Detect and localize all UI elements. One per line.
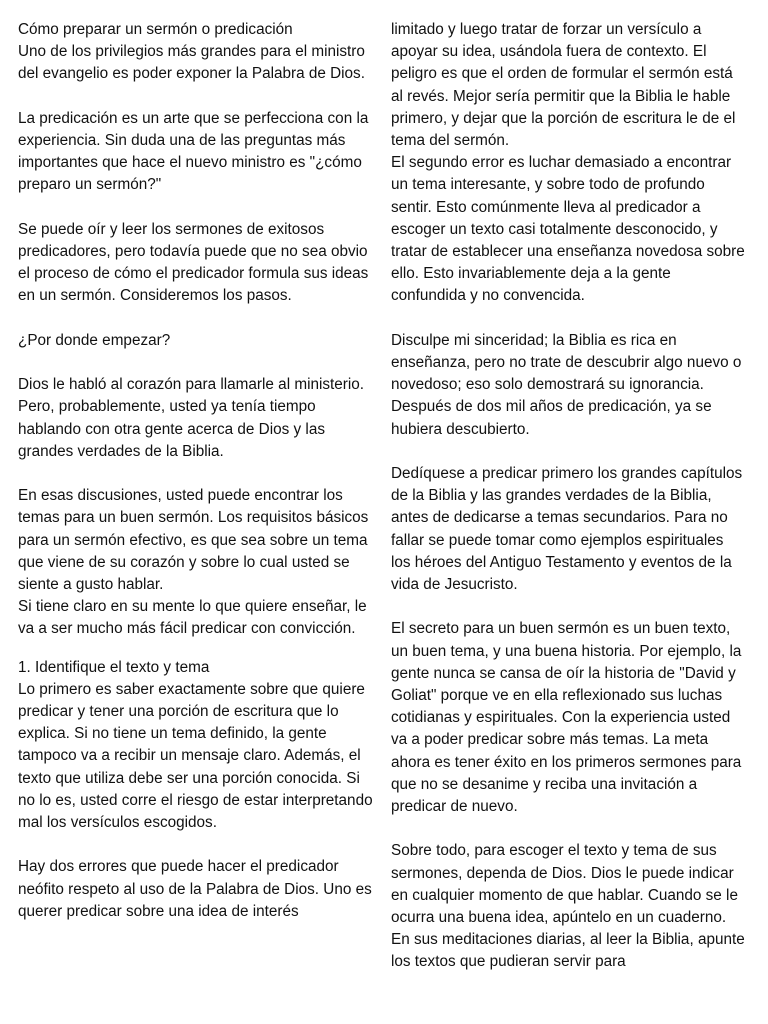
paragraph-limited-interest: limitado y luego tratar de forzar un versículo a apoyar su idea, usándola fuera de contexto. El peligro es que el orden de formular el sermón está al revés. Mejor sería permitir que la Biblia le hable primero, y dejar que la porción de escritura le de el tema del sermón. El segundo error es luchar demasiado a encontrar un tema interesante, y sobre todo de profundo sentir. Esto comúnmente lleva al predicador a escoger un texto casi totalmente desconocido, y tratar de establecer una enseñanza novedosa sobre ello. Esto invariablemente deja a la gente confundida y no convencida. [391,21,745,305]
paragraph-two-errors: Hay dos errores que puede hacer el predicador neófito respeto al uso de la Palabra de Dios. Uno es querer predicar sobre una idea de interés [18,858,372,920]
paragraph-depend-on-god: Sobre todo, para escoger el texto y tema de sus sermones, dependa de Dios. Dios le puede indicar en cualquier momento de que hablar. Cuando se le ocurra una buena idea, apúntelo en un cuaderno. En sus meditaciones diarias, al leer la Biblia, apunte los textos que pudieran servir para [391,842,745,971]
paragraph-discussions: En esas discusiones, usted puede encontrar los temas para un buen sermón. Los requisitos básicos para un sermón efectivo, es que sea sobre un tema que viene de su corazón y sobre lo cual usted se siente a gusto hablar. Si tiene claro en su mente lo que quiere enseñar, le va a ser mucho más fácil predicar con convicción. [18,487,369,638]
paragraph-god-spoke: Dios le habló al corazón para llamarle al ministerio. Pero, probablemente, usted ya tenía tiempo hablando con otra gente acerca de Dios y las grandes verdades de la Biblia. [18,376,365,460]
paragraph-identify-text: 1. Identifique el texto y tema Lo primero es saber exactamente sobre que quiere predicar y tener una porción de escritura que lo explica. Si no tiene un tema definido, la gente tampoco va a recibir un mensaje claro. Además, el texto que utiliza debe ser una porción conocida. Si no lo es, usted corre el riesgo de estar interpretando mal los versículos escogidos. [18,658,373,832]
paragraph-where-to-start: ¿Por donde empezar? [18,331,171,349]
paragraph-sincerity: Disculpe mi sinceridad; la Biblia es rica en enseñanza, pero no trate de descubrir algo nuevo o novedoso; eso solo demostrará su ignorancia. Después de dos mil años de predicación, ya se hubiera descubierto. [391,331,742,438]
paragraph-successful-preachers: Se puede oír y leer los sermones de exitosos predicadores, pero todavía puede que no sea obvio el proceso de cómo el predicador formula sus ideas en un sermón. Consideremos los pasos. [18,220,369,305]
left-column [18,19,374,923]
paragraph-title-intro: Cómo preparar un sermón o predicación Uno de los privilegios más grandes para el ministro del evangelio es poder exponer la Palabra de Dios. [18,21,365,83]
paragraph-good-sermon-secret: El secreto para un buen sermón es un buen texto, un buen tema, y una buena historia. Por ejemplo, la gente nunca se cansa de oír la historia de "David y Goliat" porque ve en ella reflexionado sus luchas cotidianas y espirituales. Con la experiencia usted va a poder predicar sobre más temas. La meta ahora es tener éxito en los primeros sermones para que no se desanime y reciba una invitación a predicar de nuevo. [391,620,742,816]
paragraph-preaching-art: La predicación es un arte que se perfecciona con la experiencia. Sin duda una de las preguntas más importantes que hace el nuevo ministro es "¿cómo preparo un sermón?" [18,109,369,194]
right-column [391,19,747,974]
paragraph-great-chapters: Dedíquese a predicar primero los grandes capítulos de la Biblia y las grandes verdades de la Biblia, antes de dedicarse a temas secundarios. Para no fallar se puede tomar como ejemplos espirituales los héroes del Antiguo Testamento y eventos de la vida de Jesucristo. [391,465,743,594]
